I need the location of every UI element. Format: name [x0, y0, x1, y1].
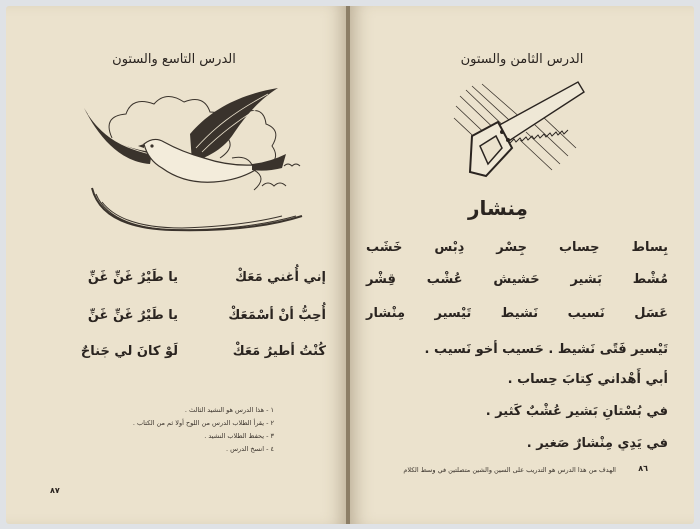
word: عَسَل [634, 306, 668, 321]
poem-line-2-right: أُحِبُّ أنْ أسْمَعَكْ [228, 308, 326, 323]
word: خَشَب [366, 240, 403, 255]
lesson-68-title: الدرس الثامن والستون [460, 52, 584, 67]
note-2: ٢ - يقرأ الطلاب الدرس من اللوح أولا ثم من الكتاب . [132, 419, 274, 427]
sentence-4: في يَدِي مِنْشارٌ صَغير . [526, 436, 668, 451]
left-page [6, 6, 346, 524]
note-3: ٣ - يحفظ الطلاب النشيد . [204, 432, 274, 440]
word: قِشْر [366, 272, 396, 287]
lesson-goal-footer: الهدف من هذا الدرس هو التدريب على السين والشين متصلتين في وسط الكلام [403, 466, 616, 474]
lesson-69-title: الدرس التاسع والستون [112, 52, 236, 67]
word: حَشيش [493, 272, 540, 287]
saw-illustration [442, 76, 592, 186]
word: تَيْسير [434, 306, 472, 321]
poem-line-1-right: إني أُغني مَعَكْ [235, 270, 326, 285]
page-number-left: ٨٧ [50, 486, 60, 495]
sentence-2: أبي أَهْداني كِتابَ حِساب . [507, 372, 668, 387]
word: دِبْس [434, 240, 465, 255]
poem-line-1-left: يا طَيْرُ غَنِّ غَنِّ [87, 270, 178, 285]
page-number-right: ٨٦ [638, 464, 648, 473]
word-row-1 [366, 240, 668, 255]
sentence-1: تَيْسير فَتًى نَشيط . حَسيب أخو نَسيب . [424, 342, 668, 357]
word: نَسيب [567, 306, 605, 321]
dove-illustration [72, 78, 312, 248]
sentence-3: في بُسْتانِ بَشير عُشْبٌ كَثير . [485, 404, 668, 419]
word-row-2 [366, 272, 668, 287]
poem-line-3-left: لَوْ كانَ لي جَناحٌ [80, 344, 178, 359]
word: جِسْر [496, 240, 527, 255]
word: مِنْشار [366, 306, 405, 321]
note-4: ٤ - انسخ الدرس . [225, 445, 274, 453]
word: نَشيط [500, 306, 539, 321]
word: عُشْب [426, 272, 463, 287]
word-row-3 [366, 306, 668, 321]
right-page [350, 6, 694, 524]
key-word: مِنشار [468, 196, 528, 220]
word: حِساب [558, 240, 600, 255]
note-1: ١ - هذا الدرس هو النشيد الثالث . [184, 406, 274, 414]
word: بِساط [631, 240, 668, 255]
poem-line-3-right: كُنْتُ أطيرُ مَعَكْ [232, 344, 326, 359]
poem-line-2-left: يا طَيْرُ غَنِّ غَنِّ [87, 308, 178, 323]
word: بَشير [570, 272, 602, 287]
word: مُشْط [632, 272, 668, 287]
